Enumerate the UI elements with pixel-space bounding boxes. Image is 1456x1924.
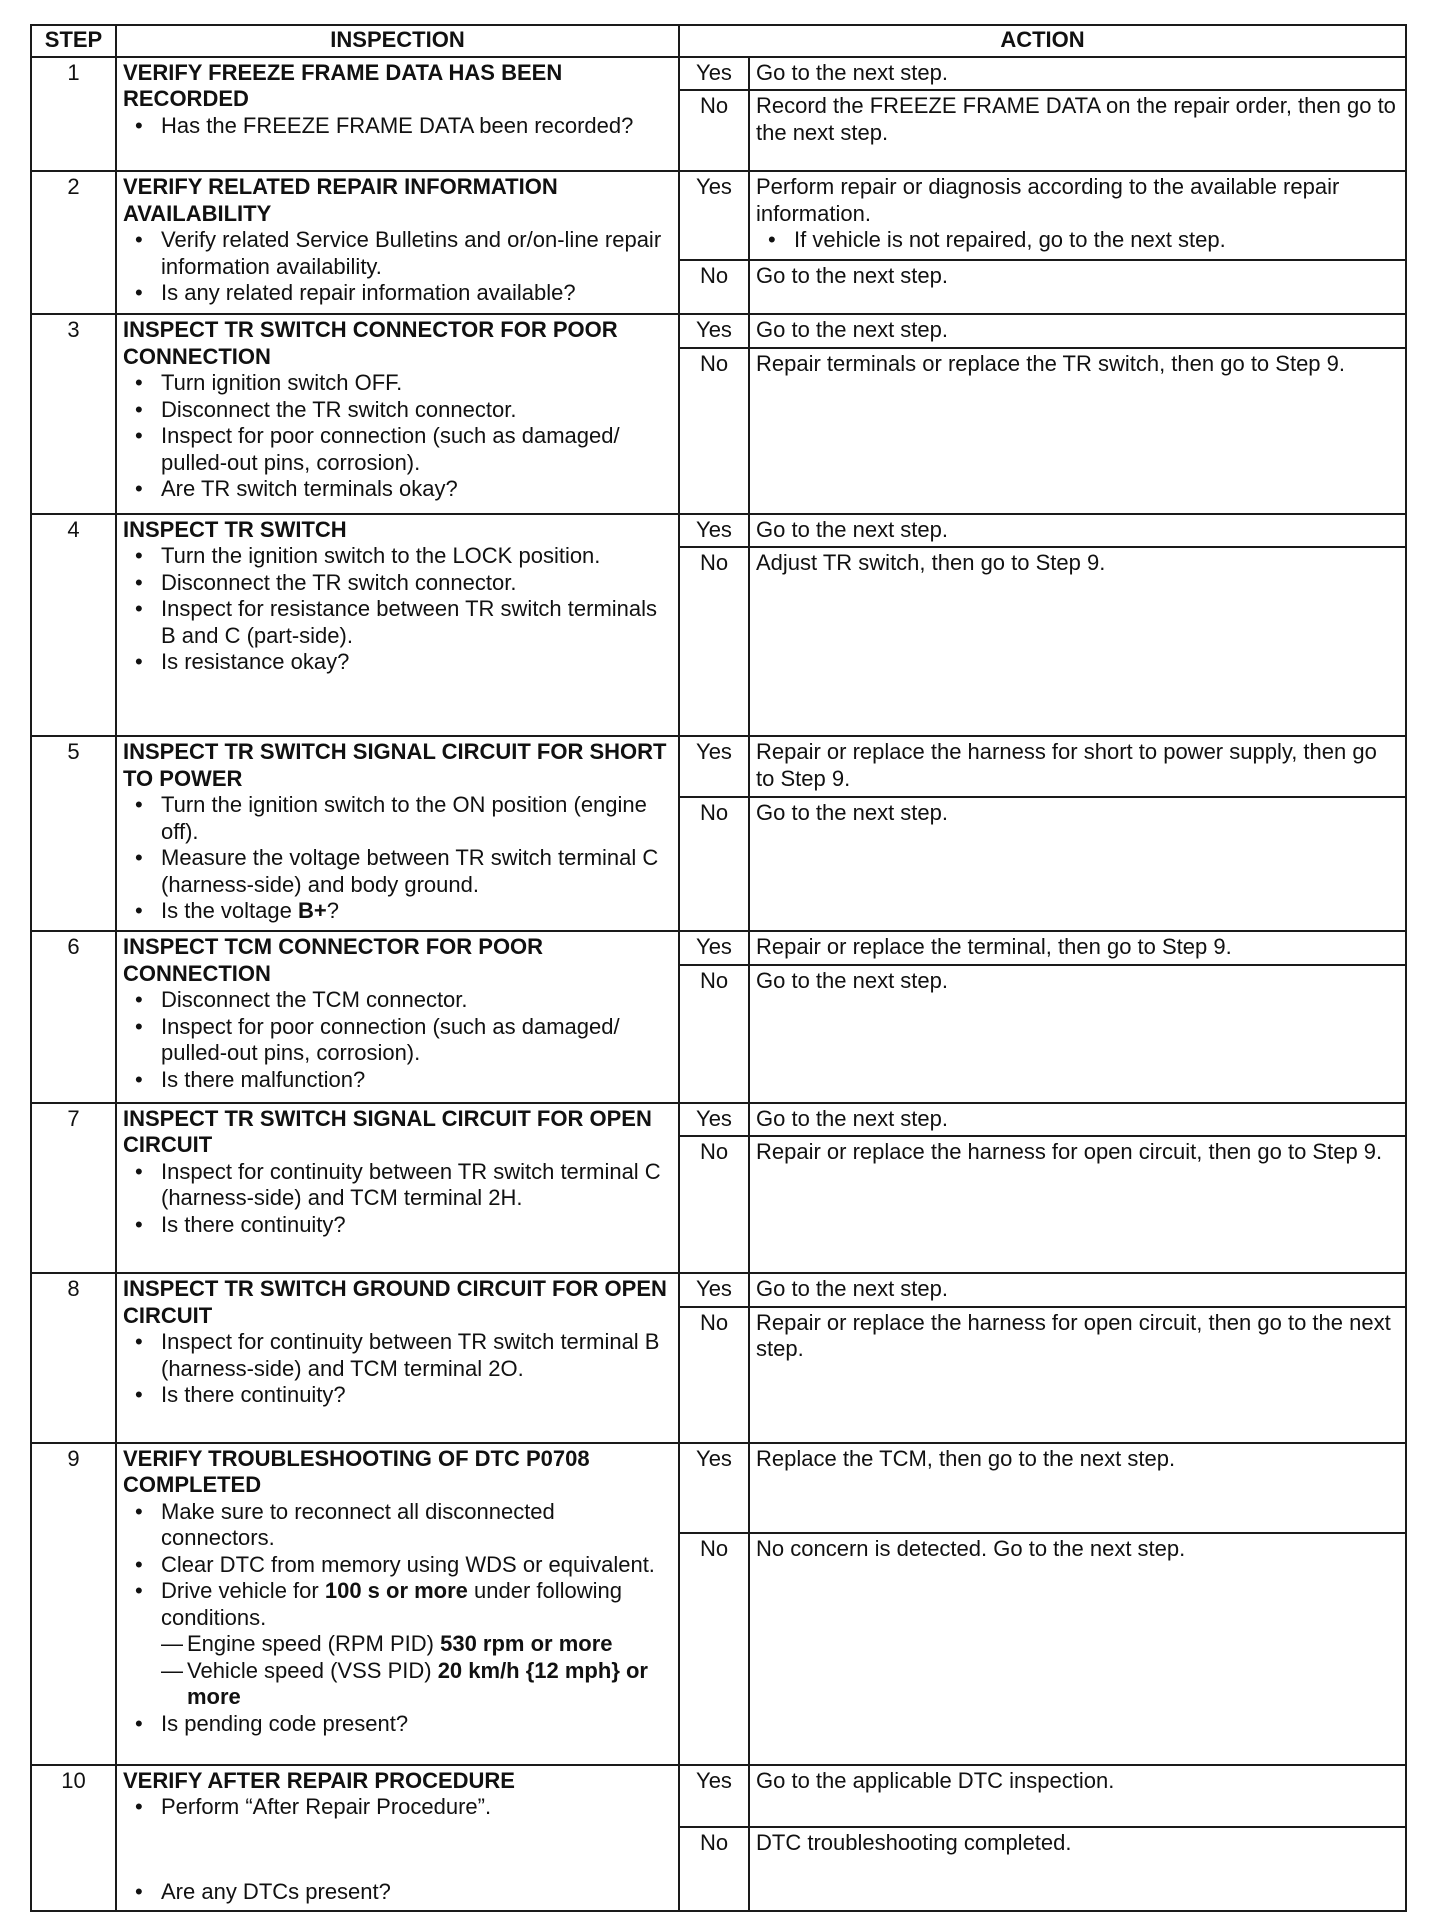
no-action: Go to the next step. <box>749 797 1406 931</box>
yes-label: Yes <box>679 736 749 797</box>
step-title: INSPECT TR SWITCH GROUND CIRCUIT FOR OPEN CIRCUIT <box>123 1276 667 1328</box>
no-label: No <box>679 348 749 514</box>
inspection-cell <box>116 1103 679 1274</box>
troubleshooting-table <box>30 24 1407 1912</box>
inspection-bullet: • Clear DTC from memory using WDS or equivalent. <box>161 1552 672 1579</box>
inspection-bullet: • Inspect for continuity between TR switch terminal B (harness-side) and TCM terminal 2O. <box>161 1329 672 1382</box>
step-row-9-yes <box>31 1443 1406 1533</box>
inspection-bullet: • Is pending code present? <box>161 1711 672 1738</box>
header-action: ACTION <box>679 25 1406 57</box>
inspection-bullet: • Inspect for resistance between TR switch terminals B and C (part-side). <box>161 596 672 649</box>
inspection-cell <box>116 57 679 172</box>
inspection-bullet: • Is the voltage B+? <box>161 898 672 925</box>
inspection-bullet: • Turn ignition switch OFF. <box>161 370 672 397</box>
no-action: Record the FREEZE FRAME DATA on the repair order, then go to the next step. <box>749 90 1406 171</box>
inspection-cell <box>116 736 679 931</box>
inspection-bullet: • Turn the ignition switch to the LOCK position. <box>161 543 672 570</box>
step-number: 2 <box>31 171 116 314</box>
step-number: 9 <box>31 1443 116 1765</box>
yes-label: Yes <box>679 1443 749 1533</box>
condition-item: — Vehicle speed (VSS PID) 20 km/h {12 mph} or more <box>187 1658 672 1711</box>
step-row-8-yes <box>31 1273 1406 1307</box>
condition-item: — Engine speed (RPM PID) 530 rpm or more <box>187 1631 672 1658</box>
inspection-cell <box>116 931 679 1103</box>
no-action: No concern is detected. Go to the next step. <box>749 1533 1406 1765</box>
inspection-bullet: • Inspect for continuity between TR switch terminal C (harness-side) and TCM terminal 2H. <box>161 1159 672 1212</box>
step-title: INSPECT TR SWITCH <box>123 516 347 542</box>
inspection-bullet: • Make sure to reconnect all disconnected connectors. <box>161 1499 672 1552</box>
yes-label: Yes <box>679 1765 749 1827</box>
inspection-bullet: • Drive vehicle for 100 s or more under following conditions. — Engine speed (RPM PID) 530 rpm or more — Vehicle speed (VSS PID) 20 km/h {12 mph} or more <box>161 1578 672 1711</box>
step-row-4-yes <box>31 514 1406 548</box>
inspection-bullet: • Are any DTCs present? <box>161 1879 672 1906</box>
no-label: No <box>679 1533 749 1765</box>
step-number: 5 <box>31 736 116 931</box>
inspection-bullet: • Inspect for poor connection (such as damaged/ pulled-out pins, corrosion). <box>161 1014 672 1067</box>
yes-action: Go to the next step. <box>749 57 1406 91</box>
inspection-bullet: • Disconnect the TR switch connector. <box>161 570 672 597</box>
step-title: VERIFY RELATED REPAIR INFORMATION AVAILABILITY <box>123 174 558 226</box>
inspection-bullet: • Is there malfunction? <box>161 1067 672 1094</box>
step-number: 7 <box>31 1103 116 1274</box>
no-action: DTC troubleshooting completed. <box>749 1827 1406 1911</box>
inspection-bullet: • Turn the ignition switch to the ON position (engine off). <box>161 792 672 845</box>
yes-label: Yes <box>679 1273 749 1307</box>
no-action: Repair or replace the harness for open circuit, then go to Step 9. <box>749 1136 1406 1273</box>
step-number: 3 <box>31 314 116 514</box>
step-number: 10 <box>31 1765 116 1911</box>
inspection-bullet: • Has the FREEZE FRAME DATA been recorded? <box>161 113 672 140</box>
inspection-cell <box>116 514 679 737</box>
inspection-bullet: • Is there continuity? <box>161 1382 672 1409</box>
inspection-cell <box>116 1443 679 1765</box>
yes-label: Yes <box>679 57 749 91</box>
step-row-3-yes <box>31 314 1406 348</box>
yes-action <box>749 171 1406 260</box>
yes-action: Go to the next step. <box>749 1273 1406 1307</box>
step-row-5-yes <box>31 736 1406 797</box>
yes-label: Yes <box>679 314 749 348</box>
inspection-bullet: • Is any related repair information available? <box>161 280 672 307</box>
step-number: 4 <box>31 514 116 737</box>
inspection-cell <box>116 1765 679 1911</box>
inspection-bullet: • Measure the voltage between TR switch terminal C (harness-side) and body ground. <box>161 845 672 898</box>
yes-action-text: Perform repair or diagnosis according to the available repair information. <box>756 174 1340 226</box>
step-row-1-yes <box>31 57 1406 91</box>
step-title: VERIFY FREEZE FRAME DATA HAS BEEN RECORDED <box>123 59 563 111</box>
inspection-cell <box>116 314 679 514</box>
inspection-bullet: • Is resistance okay? <box>161 649 672 676</box>
yes-label: Yes <box>679 931 749 965</box>
step-title: VERIFY TROUBLESHOOTING OF DTC P0708 COMPLETED <box>123 1445 590 1497</box>
inspection-bullet: • Inspect for poor connection (such as damaged/ pulled-out pins, corrosion). <box>161 423 672 476</box>
inspection-bullet: • Disconnect the TCM connector. <box>161 987 672 1014</box>
step-title: INSPECT TR SWITCH SIGNAL CIRCUIT FOR OPEN CIRCUIT <box>123 1105 652 1157</box>
no-action: Go to the next step. <box>749 260 1406 314</box>
header-step: STEP <box>31 25 116 57</box>
no-action: Go to the next step. <box>749 965 1406 1103</box>
header-row <box>31 25 1406 57</box>
step-row-2-yes <box>31 171 1406 260</box>
inspection-cell <box>116 1273 679 1443</box>
yes-action: Go to the next step. <box>749 1103 1406 1137</box>
step-number: 6 <box>31 931 116 1103</box>
step-number: 8 <box>31 1273 116 1443</box>
yes-label: Yes <box>679 171 749 260</box>
no-label: No <box>679 1827 749 1911</box>
yes-action: Repair or replace the harness for short to power supply, then go to Step 9. <box>749 736 1406 797</box>
yes-action: Replace the TCM, then go to the next step. <box>749 1443 1406 1533</box>
no-label: No <box>679 797 749 931</box>
yes-action: Go to the applicable DTC inspection. <box>749 1765 1406 1827</box>
inspection-bullet: • Is there continuity? <box>161 1212 672 1239</box>
step-title: INSPECT TR SWITCH SIGNAL CIRCUIT FOR SHORT TO POWER <box>123 739 667 791</box>
yes-action-sub: • If vehicle is not repaired, go to the next step. <box>794 227 1399 254</box>
header-inspection: INSPECTION <box>116 25 679 57</box>
inspection-bullet: • Perform “After Repair Procedure”. <box>161 1794 672 1821</box>
yes-action: Go to the next step. <box>749 514 1406 548</box>
step-title: INSPECT TCM CONNECTOR FOR POOR CONNECTION <box>123 934 544 986</box>
no-action: Repair terminals or replace the TR switch, then go to Step 9. <box>749 348 1406 514</box>
no-action: Adjust TR switch, then go to Step 9. <box>749 547 1406 736</box>
step-row-6-yes <box>31 931 1406 965</box>
inspection-bullet: • Verify related Service Bulletins and or/on-line repair information availability. <box>161 227 672 280</box>
no-action: Repair or replace the harness for open circuit, then go to the next step. <box>749 1307 1406 1443</box>
inspection-cell <box>116 171 679 314</box>
document <box>30 24 1405 1912</box>
inspection-bullet: • Are TR switch terminals okay? <box>161 476 672 503</box>
step-title: INSPECT TR SWITCH CONNECTOR FOR POOR CONNECTION <box>123 317 618 369</box>
yes-action: Go to the next step. <box>749 314 1406 348</box>
step-number: 1 <box>31 57 116 172</box>
step-title: VERIFY AFTER REPAIR PROCEDURE <box>123 1767 515 1793</box>
step-row-10-yes <box>31 1765 1406 1827</box>
inspection-bullet: • Disconnect the TR switch connector. <box>161 397 672 424</box>
no-label: No <box>679 1307 749 1443</box>
yes-label: Yes <box>679 1103 749 1137</box>
no-label: No <box>679 260 749 314</box>
yes-action: Repair or replace the terminal, then go to Step 9. <box>749 931 1406 965</box>
no-label: No <box>679 965 749 1103</box>
yes-label: Yes <box>679 514 749 548</box>
no-label: No <box>679 1136 749 1273</box>
no-label: No <box>679 547 749 736</box>
step-row-7-yes <box>31 1103 1406 1137</box>
no-label: No <box>679 90 749 171</box>
